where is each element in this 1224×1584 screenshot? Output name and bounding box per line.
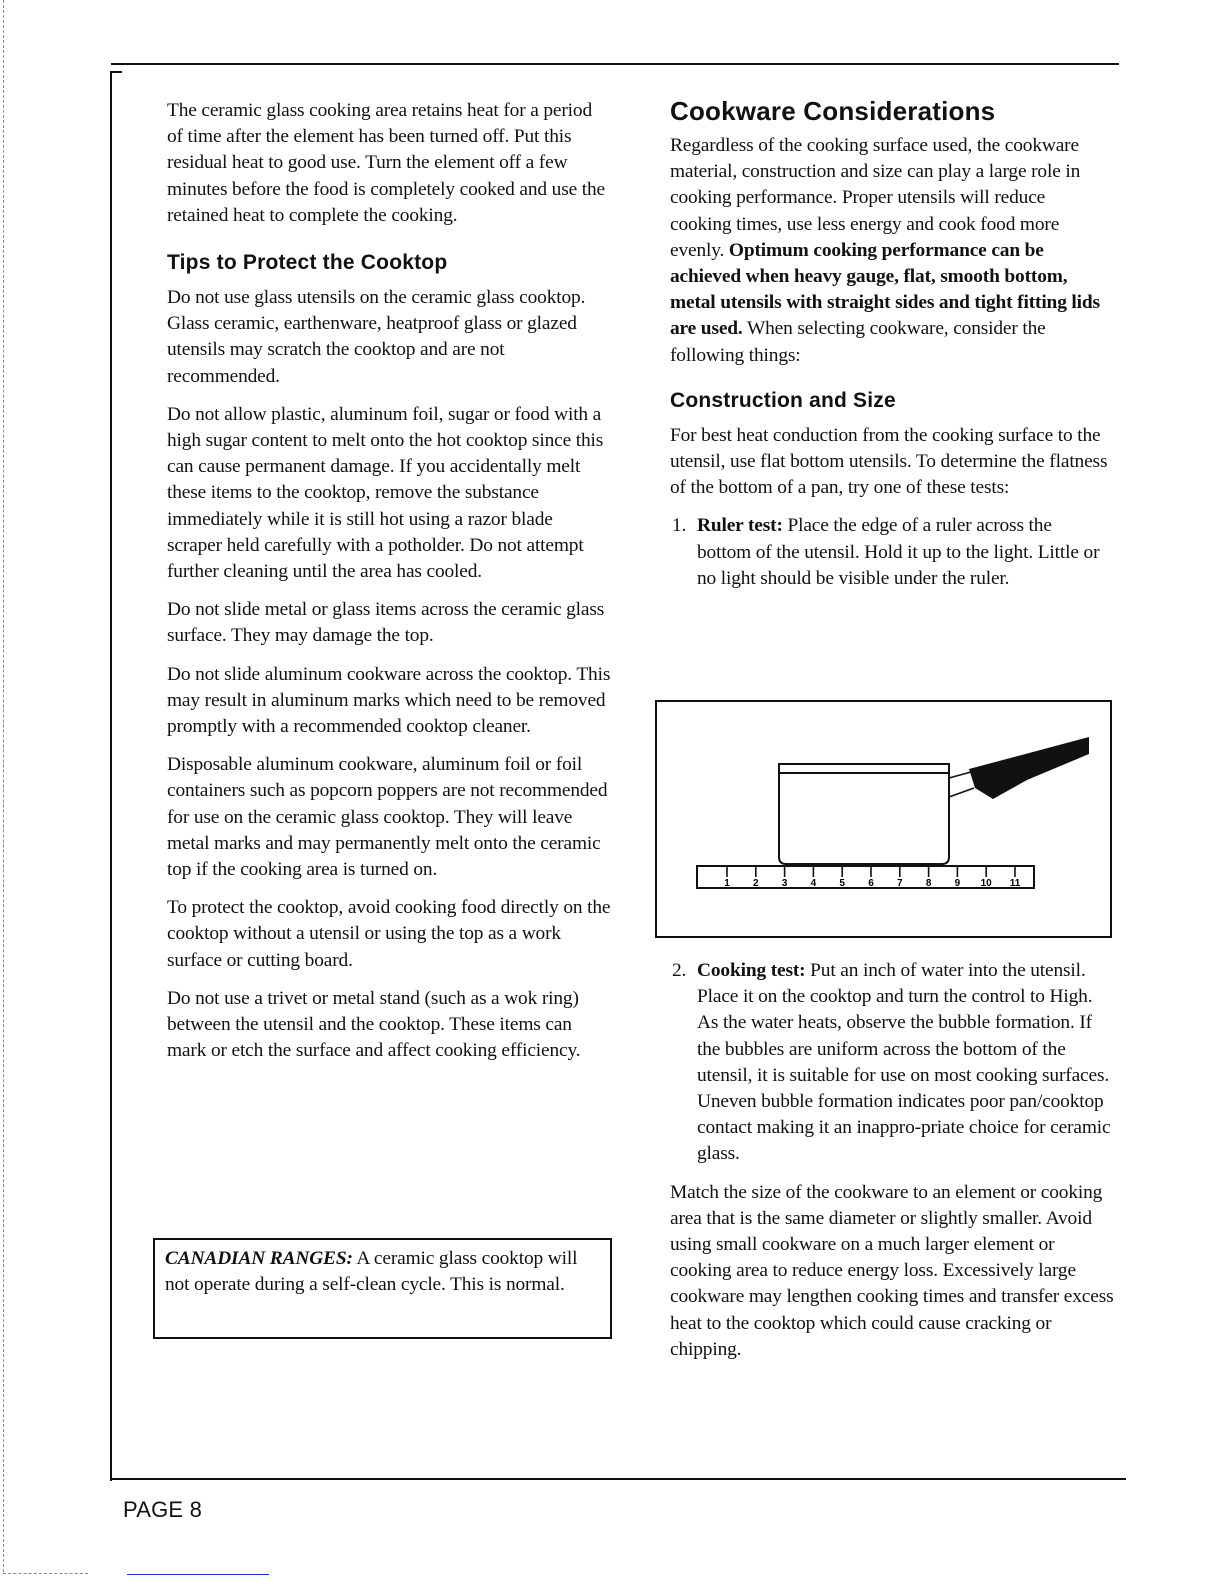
cooking-test-label: Cooking test:	[697, 960, 806, 981]
right-column	[670, 98, 1110, 604]
ruler-test-item	[670, 513, 1110, 592]
ruler-test-text	[672, 513, 1110, 592]
tip-paragraph: Do not allow plastic, aluminum foil, sugar or food with a high sugar content to melt onto the hot cooktop since this can cause permanent damage. If you accidentally melt these items to the cooktop, remove the substance immediately while it is still hot using a razor blade scraper held carefully with a potholder. Do not attempt further cleaning until the area has cooled.	[167, 403, 604, 583]
size-paragraph: Match the size of the cookware to an element or cooking area that is the same diameter or slightly smaller. Avoid using small cookware on a much larger element or cooking area to reduce energy loss. Excessively large cookware may lengthen cooking times and transfer excess heat to the cooktop which could cause cracking or chipping.	[670, 1181, 1114, 1360]
ruler-test-label: Ruler test:	[697, 515, 783, 537]
ruler-test-body: Place the edge of a ruler across the bottom of the utensil. Hold it up to the light. Little or no light should be visible under the ruler.	[697, 515, 1100, 589]
ruler-label: 1	[724, 878, 730, 889]
intro-emphasis: Optimum cooking performance can be achieved when heavy gauge, flat, smooth bottom, metal utensils with straight sides and tight fitting lids are used.	[670, 239, 1100, 340]
note-label: CANADIAN RANGES:	[165, 1248, 353, 1269]
cooking-test-body: Put an inch of water into the utensil. Place it on the cooktop and turn the control to High. As the water heats, observe the bubble formation. If the bubbles are uniform across the bottom of the utensil, it is suitable for use on most cooking surfaces. Uneven bubble formation indicates poor pan/cooktop contact making it an inappro-priate choice for ceramic glass.	[697, 960, 1111, 1165]
page-frame-top-rule	[111, 63, 1119, 65]
construction-heading: Construction and Size	[670, 388, 896, 412]
tip-paragraph: Do not slide aluminum cookware across the cooktop. This may result in aluminum marks which need to be removed promptly with a recommended cooktop cleaner.	[167, 663, 611, 738]
list-number: 1.	[672, 515, 687, 537]
construction-paragraph: For best heat conduction from the cooking surface to the utensil, use flat bottom utensils. To determine the flatness of the bottom of a pan, try one of these tests:	[670, 424, 1108, 499]
ruler-label: 3	[781, 878, 788, 889]
intro-plain: Regardless of the cooking surface used, the cookware material, construction and size can play a large role in cooking performance. Proper utensils will reduce cooking times, use less energy and cook food more evenly.	[670, 135, 1081, 261]
pan-on-ruler-illustration	[657, 702, 1110, 936]
tip-paragraph: Do not slide metal or glass items across the ceramic glass surface. They may damage the top.	[167, 599, 605, 647]
ruler-label: 9	[954, 878, 961, 889]
page-frame-bottom-rule	[110, 1478, 1126, 1480]
cookware-heading: Cookware Considerations	[670, 96, 996, 126]
page-number: PAGE 8	[123, 1497, 203, 1522]
scan-edge-mark	[3, 0, 5, 1572]
ruler-icon	[697, 866, 1034, 889]
ruler-label: 5	[839, 878, 845, 889]
tip-paragraph: Do not use glass utensils on the ceramic glass cooktop. Glass ceramic, earthenware, heatproof glass or glazed utensils may scratch the cooktop and are not recommended.	[167, 287, 586, 387]
note-body: A ceramic glass cooktop will not operate during a self-clean cycle. This is normal.	[165, 1248, 578, 1296]
left-column	[167, 98, 612, 1077]
tip-paragraph: Do not use a trivet or metal stand (such as a wok ring) between the utensil and the cooktop. These items can mark or etch the surface and affect cooking efficiency.	[167, 987, 581, 1062]
pan-handle	[969, 737, 1089, 799]
cookware-intro-paragraph	[670, 133, 1110, 369]
right-column-continued	[670, 958, 1115, 1375]
note-text	[165, 1246, 600, 1298]
ruler-label: 10	[980, 878, 992, 889]
page-frame-left-rule	[110, 71, 112, 1481]
ruler-test-figure	[655, 700, 1112, 938]
tip-paragraph: Disposable aluminum cookware, aluminum foil or foil containers such as popcorn poppers are not recommended for use on the ceramic glass cooktop. They will leave metal marks and may permanently melt onto the ceramic top if the cooking area is turned on.	[167, 754, 608, 881]
list-number: 2.	[672, 960, 687, 981]
tips-heading: Tips to Protect the Cooktop	[167, 251, 448, 275]
scan-edge-mark-bottom	[3, 1573, 88, 1574]
ruler-label: 7	[897, 878, 903, 889]
canadian-ranges-note	[153, 1238, 612, 1339]
ruler-label: 11	[1009, 878, 1021, 889]
tip-paragraph: To protect the cooktop, avoid cooking food directly on the cooktop without a utensil or using the top as a work surface or cutting board.	[167, 897, 611, 971]
ruler-label: 8	[925, 878, 932, 889]
cooking-test-item	[670, 958, 1115, 1168]
residual-heat-paragraph: The ceramic glass cooking area retains heat for a period of time after the element has been turned off. Put this residual heat to good use. Turn the element off a few minutes before the food is completely cooked and use the retained heat to complete the cooking.	[167, 100, 605, 226]
ruler-label: 6	[868, 878, 874, 889]
saucepan-icon	[779, 737, 1089, 864]
cooking-test-text	[672, 958, 1115, 1168]
ruler-label: 4	[810, 878, 817, 889]
intro-tail: When selecting cookware, consider the following things:	[670, 318, 1046, 366]
link-underline[interactable]	[127, 1574, 269, 1575]
ruler-label: 2	[753, 878, 759, 889]
